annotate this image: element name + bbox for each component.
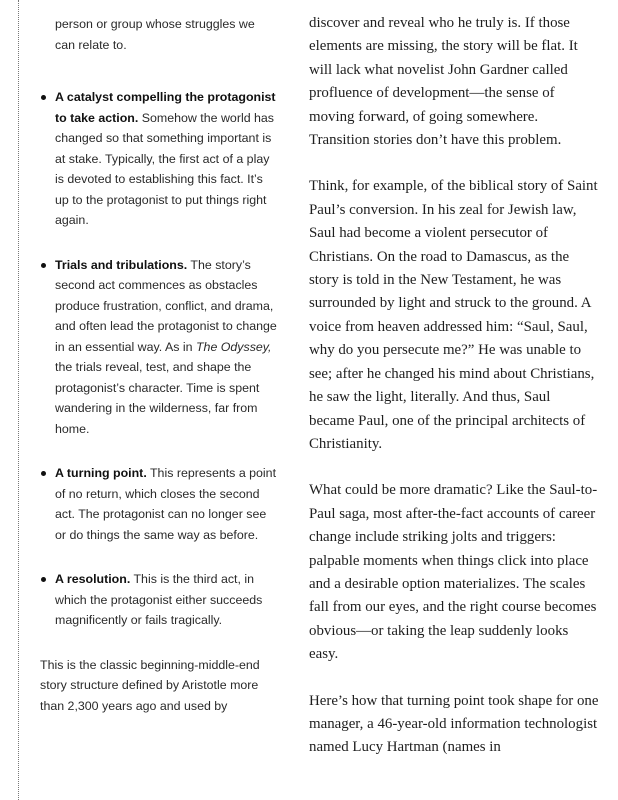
- body-paragraph: discover and reveal who he truly is. If those elements are missing, the story will be flat. It will lack what novelist John Gardner called profluence of development—the sense of moving forward, of going somewhere. Transition stories don’t have this problem.: [309, 15, 578, 149]
- list-item-turning-point: [40, 463, 278, 545]
- story-elements-list: [40, 87, 278, 631]
- list-item-text: This is the third act, in which the protagonist either succeeds magnificently or fails tragically.: [55, 572, 263, 627]
- list-item-text: Somehow the world has changed so that something important is at stake. Typically, the first act of a play is devoted to establishing this fact. It’s up to the protagonist to put things right again.: [55, 110, 275, 227]
- bullet-icon: [41, 263, 46, 268]
- list-item-term: A catalyst compelling the protagonist to take action.: [55, 90, 276, 125]
- body-paragraph: Think, for example, of the biblical story of Saint Paul’s conversion. In his zeal for Jewish law, Saul had become a violent persecutor of Christians. On the road to Damascus, as the story is told in the New Testament, he was surrounded by light and struck to the ground. A voice from heaven addressed him: “Saul, Saul, why do you persecute me?” He was unable to see; after he changed his mind about Christians, he saw the light, literally. And thus, Saul became Paul, one of the principal architects of Christianity.: [309, 178, 598, 452]
- list-item-term: A resolution.: [55, 572, 131, 586]
- list-item-term: Trials and tribulations.: [55, 257, 188, 272]
- list-item-text: the trials reveal, test, and shape the protagonist’s character. Time is spent wandering in the wilderness, far from home.: [55, 360, 260, 436]
- list-item-resolution: [40, 569, 278, 631]
- right-column: [309, 12, 599, 760]
- body-paragraph: Here’s how that turning point took shape for one manager, a 46-year-old information technologist named Lucy Hartman (names in: [309, 692, 599, 756]
- closing-paragraph: This is the classic beginning-middle-end story structure defined by Aristotle more than 2,300 years ago and used by: [40, 657, 260, 713]
- bullet-icon: [41, 577, 46, 582]
- left-column: [40, 14, 278, 716]
- list-item-catalyst: [40, 87, 278, 231]
- bullet-icon: [41, 95, 46, 100]
- list-item-trials: [40, 255, 278, 440]
- body-paragraph: What could be more dramatic? Like the Saul-to-Paul saga, most after-the-fact accounts of career change include striking jolts and triggers: palpable moments when things click into place and a desirable option materializes. The scales fall from our eyes, and the right course becomes obvious—or taking the leap suddenly looks easy.: [309, 482, 598, 663]
- bullet-icon: [41, 471, 46, 476]
- column-dotted-rule: [18, 0, 19, 800]
- list-item-term: A turning point.: [55, 466, 147, 480]
- list-item-italic-title: The Odyssey,: [195, 339, 272, 354]
- list-item-text: The story’s second act commences as obstacles produce frustration, conflict, and drama, and often lead the protagonist to change in an essential way. As in: [55, 257, 277, 354]
- list-item-text: This represents a point of no return, which closes the second act. The protagonist can no longer see or do things the same way as before.: [55, 466, 277, 542]
- intro-fragment: person or group whose struggles we can relate to.: [55, 17, 255, 52]
